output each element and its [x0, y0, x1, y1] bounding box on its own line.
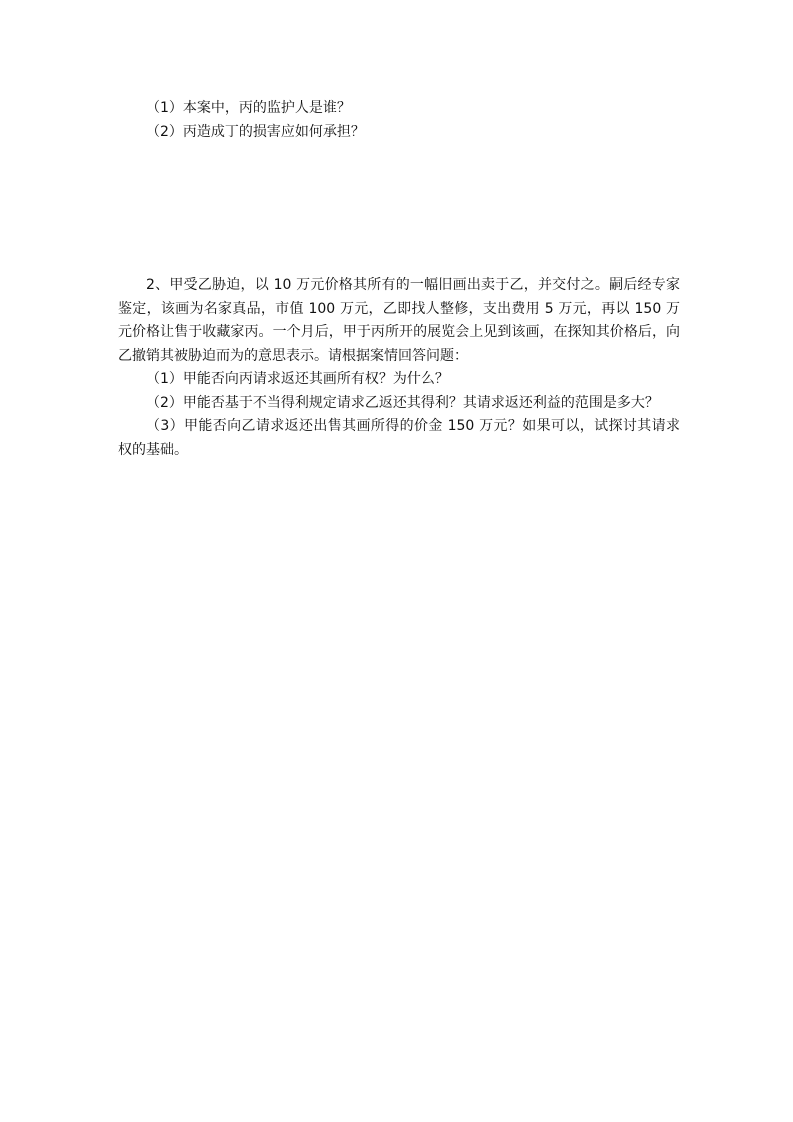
case2-question-3: （3）甲能否向乙请求返还出售其画所得的价金 150 万元？如果可以，试探讨其请求权的基础。 [118, 418, 680, 458]
case1-question-1: （1）本案中，丙的监护人是谁？ [146, 100, 351, 116]
case1-questions [146, 96, 706, 144]
case2-body-paragraph: 2、甲受乙胁迫，以 10 万元价格其所有的一幅旧画出卖于乙，并交付之。嗣后经专家鉴定，该画为名家真品，市值 100 万元，乙即找人整修，支出费用 5 万元，再以 150 万元价格让售于收藏家丙。一个月后，甲于丙所开的展览会上见到该画，在探知其价格后，向乙撤销其被胁迫而为的意思表示。请根据案情回答问题： [118, 277, 680, 364]
case2-question-1: （1）甲能否向丙请求返还其画所有权？为什么？ [146, 371, 449, 387]
case2-question-2: （2）甲能否基于不当得利规定请求乙返还其得利？其请求返还利益的范围是多大？ [146, 394, 659, 411]
case2-section [118, 274, 680, 462]
case1-question-2: （2）丙造成丁的损害应如何承担？ [146, 124, 365, 140]
